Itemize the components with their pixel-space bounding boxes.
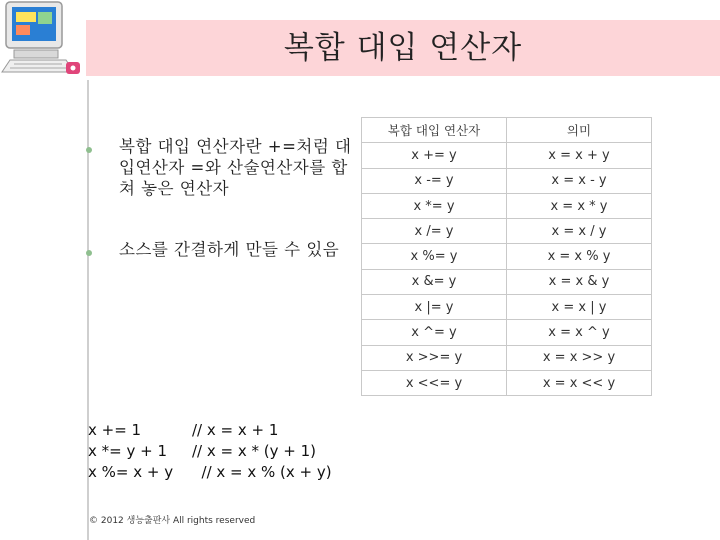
code-line xyxy=(88,441,332,462)
code-statement: x %= x + y xyxy=(88,463,174,481)
table-cell: x <<= y xyxy=(362,370,507,395)
table-row xyxy=(362,269,652,294)
table-cell: x ^= y xyxy=(362,320,507,345)
bullet-item xyxy=(86,136,354,199)
code-comment: // x = x + 1 xyxy=(192,421,279,439)
table-cell: x = x & y xyxy=(507,269,652,294)
code-comment: // x = x % (x + y) xyxy=(192,463,332,481)
table-row xyxy=(362,345,652,370)
table-cell: x = x % y xyxy=(507,244,652,269)
table-cell: x /= y xyxy=(362,219,507,244)
code-example xyxy=(88,420,332,483)
table-header: 복합 대입 연산자 xyxy=(362,118,507,143)
bullet-dot-icon xyxy=(86,147,92,153)
code-line xyxy=(88,420,332,441)
code-comment: // x = x * (y + 1) xyxy=(192,442,316,460)
bullet-dot-icon xyxy=(86,250,92,256)
code-statement: x *= y + 1 xyxy=(88,442,168,460)
table-cell: x = x - y xyxy=(507,168,652,193)
code-line xyxy=(88,462,332,483)
table-cell: x = x >> y xyxy=(507,345,652,370)
table-row xyxy=(362,219,652,244)
table-row xyxy=(362,168,652,193)
table-header-row xyxy=(362,118,652,143)
table-cell: x = x << y xyxy=(507,370,652,395)
table-cell: x -= y xyxy=(362,168,507,193)
code-statement: x += 1 xyxy=(88,421,142,439)
table-cell: x = x / y xyxy=(507,219,652,244)
table-cell: x = x ^ y xyxy=(507,320,652,345)
table-cell: x &= y xyxy=(362,269,507,294)
table-cell: x = x + y xyxy=(507,143,652,168)
table-cell: x >>= y xyxy=(362,345,507,370)
operator-table xyxy=(361,117,652,396)
table-cell: x += y xyxy=(362,143,507,168)
table-cell: x *= y xyxy=(362,193,507,218)
table-row xyxy=(362,143,652,168)
table-cell: x %= y xyxy=(362,244,507,269)
table-cell: x = x * y xyxy=(507,193,652,218)
bullet-text: 소스를 간결하게 만들 수 있음 xyxy=(119,240,340,259)
table-row xyxy=(362,193,652,218)
table-row xyxy=(362,320,652,345)
table-cell: x = x | y xyxy=(507,295,652,320)
table-row xyxy=(362,295,652,320)
table-cell: x |= y xyxy=(362,295,507,320)
table-row xyxy=(362,370,652,395)
computer-logo-icon xyxy=(0,0,88,80)
copyright-footer: © 2012 생능출판사 All rights reserved xyxy=(89,516,256,526)
table-header: 의미 xyxy=(507,118,652,143)
bullet-item xyxy=(86,239,354,260)
table-row xyxy=(362,244,652,269)
slide-title: 복합 대입 연산자 xyxy=(283,30,523,66)
bullet-list xyxy=(86,136,354,300)
bullet-text: 복합 대입 연산자란 +=처럼 대입연산자 =와 산술연산자를 합쳐 놓은 연산자 xyxy=(119,137,352,198)
